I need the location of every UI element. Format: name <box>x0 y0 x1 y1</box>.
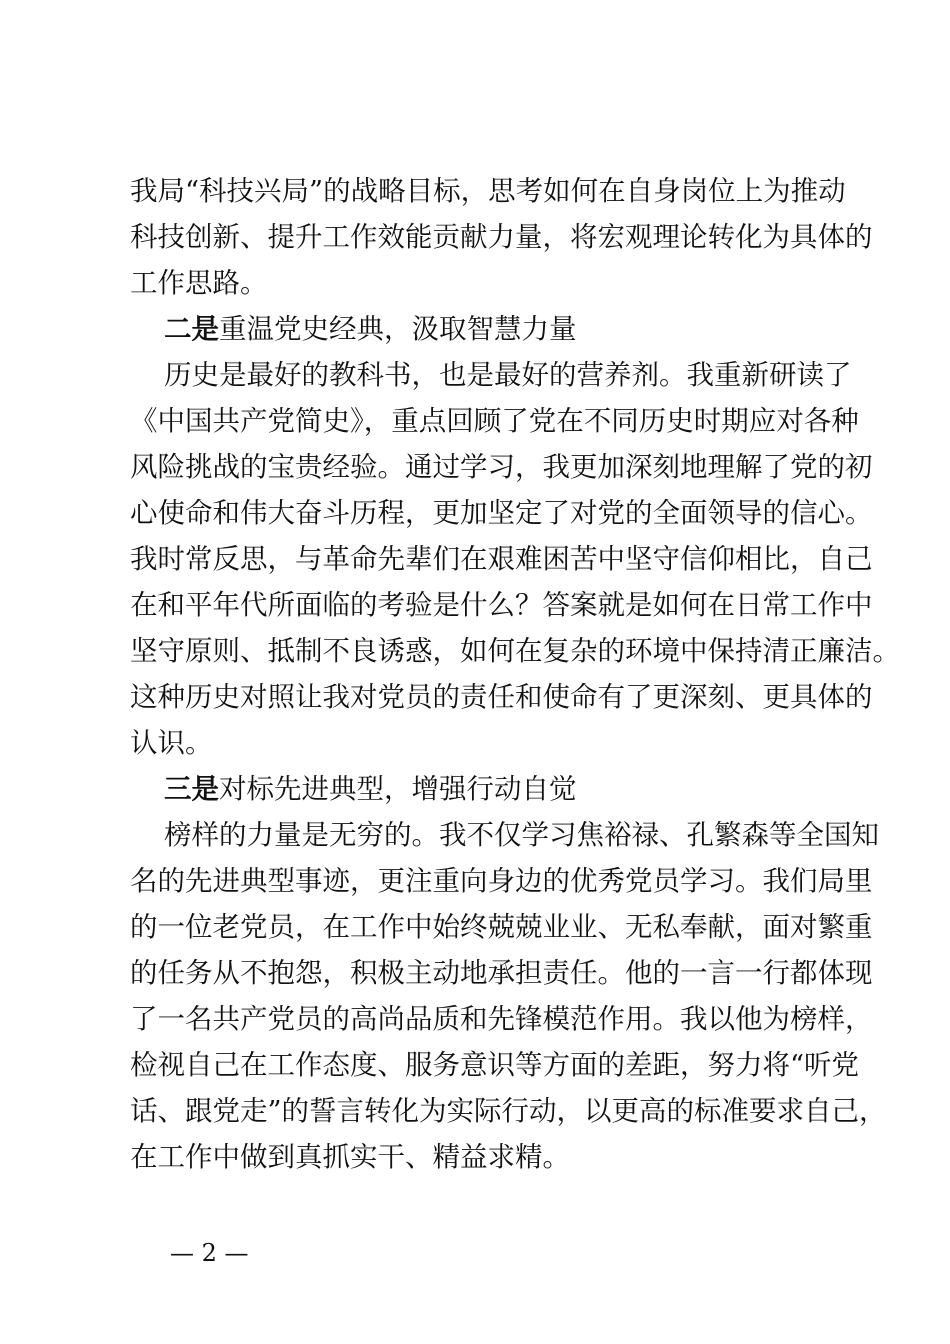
text-line: 的一位老党员，在工作中始终兢兢业业、无私奉献，面对繁重 <box>130 911 873 943</box>
text-line: 榜样的力量是无穷的。我不仅学习焦裕禄、孔繁森等全国知 <box>164 819 879 851</box>
heading-lead: 三是 <box>164 773 219 805</box>
text-line: 在和平年代所面临的考验是什么？答案就是如何在日常工作中 <box>130 589 873 621</box>
heading-text: 对标先进典型，增强行动自觉 <box>219 773 577 805</box>
text-line: 话、跟党走”的誓言转化为实际行动，以更高的标准要求自己， <box>130 1095 887 1127</box>
text-line: 我局“科技兴局”的战略目标，思考如何在自身岗位上为推动 <box>130 175 846 207</box>
text-line: 名的先进典型事迹，更注重向身边的优秀党员学习。我们局里 <box>130 865 873 897</box>
text-line: 这种历史对照让我对党员的责任和使命有了更深刻、更具体的 <box>130 681 873 713</box>
text-line: 认识。 <box>130 727 213 759</box>
text-line: 工作思路。 <box>130 267 268 299</box>
text-line: 了一名共产党员的高尚品质和先锋模范作用。我以他为榜样， <box>130 1003 873 1035</box>
text-line: 我时常反思，与革命先辈们在艰难困苦中坚守信仰相比，自己 <box>130 543 873 575</box>
text-line: 坚守原则、抵制不良诱惑，如何在复杂的环境中保持清正廉洁。 <box>130 635 900 667</box>
text-line: 风险挑战的宝贵经验。通过学习，我更加深刻地理解了党的初 <box>130 451 873 483</box>
text-line: 心使命和伟大奋斗历程，更加坚定了对党的全面领导的信心。 <box>130 497 873 529</box>
text-line: 的任务从不抱怨，积极主动地承担责任。他的一言一行都体现 <box>130 957 873 989</box>
section-heading-2 <box>164 306 577 352</box>
heading-lead: 二是 <box>164 313 219 345</box>
section-heading-3 <box>164 766 577 812</box>
text-line: 《中国共产党简史》，重点回顾了党在不同历史时期应对各种 <box>130 405 859 437</box>
text-line: 检视自己在工作态度、服务意识等方面的差距，努力将“听党 <box>130 1049 860 1081</box>
text-line: 历史是最好的教科书，也是最好的营养剂。我重新研读了 <box>164 359 852 391</box>
page-number: — 2 — <box>170 1239 249 1267</box>
heading-text: 重温党史经典，汲取智慧力量 <box>219 313 577 345</box>
text-line: 科技创新、提升工作效能贡献力量，将宏观理论转化为具体的 <box>130 221 873 253</box>
text-line: 在工作中做到真抓实干、精益求精。 <box>130 1141 570 1173</box>
